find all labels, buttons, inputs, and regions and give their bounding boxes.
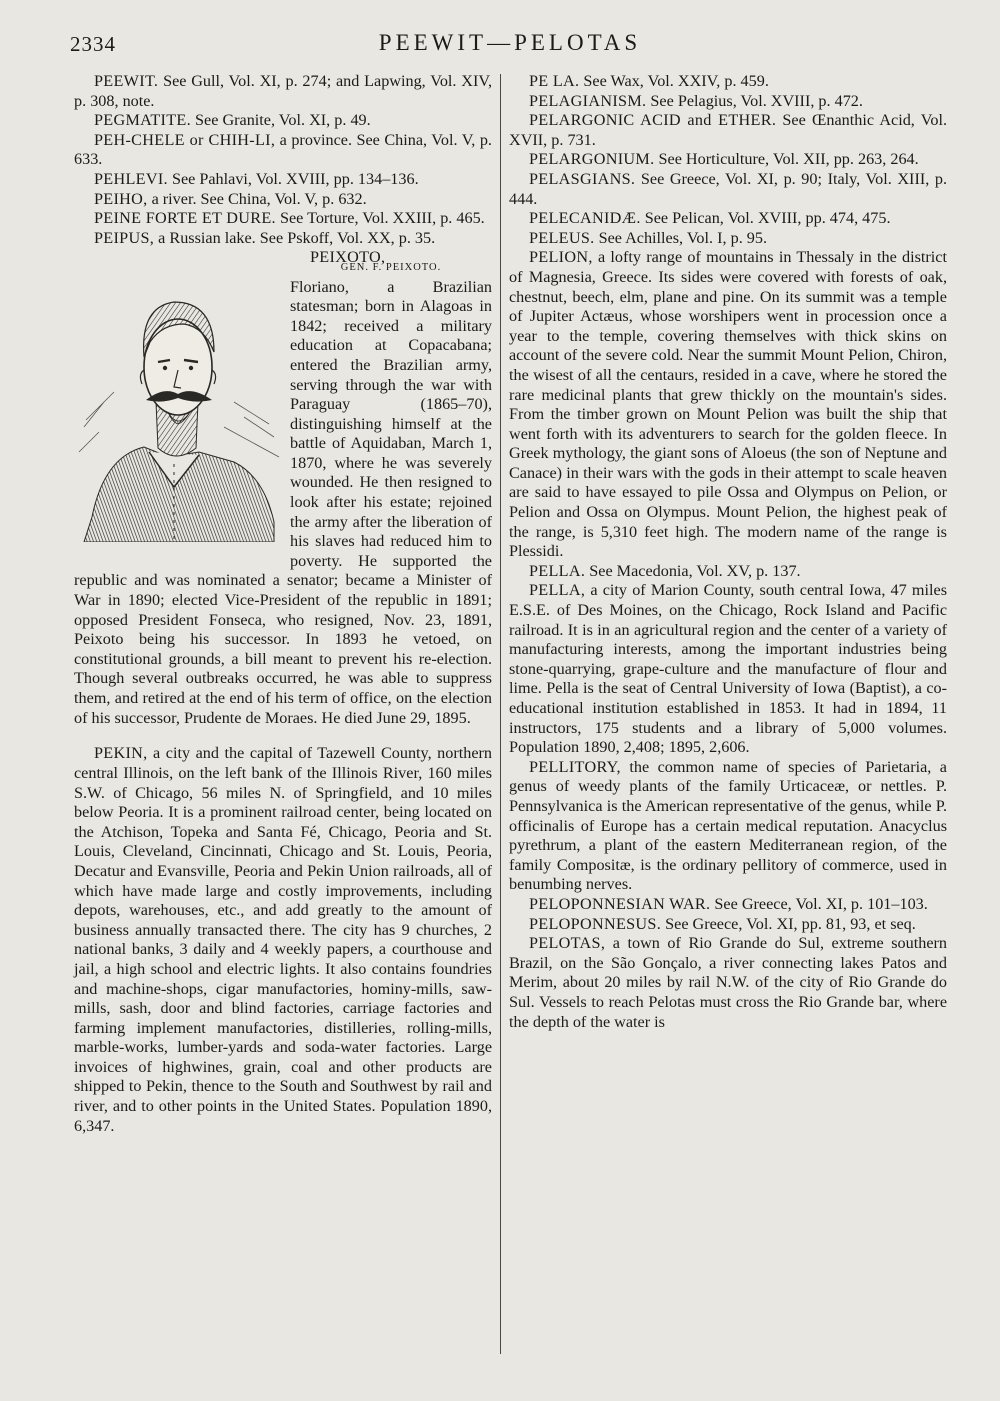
right-column bbox=[509, 72, 947, 1032]
entry-headword: PELARGONIC ACID and ETHER. bbox=[529, 111, 777, 130]
entry-text: a province. See China, Vol. V, p. 633. bbox=[74, 130, 492, 169]
entry-headword: PELECANIDÆ. bbox=[529, 209, 641, 228]
entry-text: a town of Rio Grande do Sul, extreme southern Brazil, on the São Gonçalo, a river connecting lakes Patos and Merim, about 20 miles by rail N.W. of the city of Rio Grande do Sul. Vessels to reach Pelotas must cross the Rio Grande bar, where the depth of the water is bbox=[509, 934, 947, 1031]
entry-text: a city and the capital of Tazewell County, northern central Illinois, on the left bank of the Illinois River, 160 miles S.W. of Chicago, 56 miles N. of Springfield, and 10 miles below Peoria. It is a prominent railroad center, being located on the Atchison, Topeka and Santa Fé, Chicago, Peoria and St. Louis, Cleveland, Cincinnati, Chicago and St. Louis, Peoria, Decatur and Evansville, Peoria and Pekin Union railroads, all of which have made large and costly improvements, including depots, warehouses, etc., and add greatly to the amount of business annually transacted there. The city has 9 churches, 2 national banks, 3 daily and 4 weekly papers, a courthouse and jail, a high school and electric lights. It also contains foundries and machine-shops, cigar manufactories, hominy-mills, saw-mills, sash, door and blind factories, carriage factories and farming implement manufactories, distilleries, rolling-mills, marble-works, lumber-yards and soda-water factories. Large invoices of highwines, grain, coal and other products are shipped to Pekin, thence to the South and Southwest by rail and river, and to other points in the United States. Population 1890, 6,347. bbox=[74, 744, 492, 1135]
left-column bbox=[74, 72, 492, 1136]
entry-peloponnesus bbox=[509, 915, 947, 935]
entry-pelotas bbox=[509, 934, 947, 1032]
entry-peloponnesian-war bbox=[509, 895, 947, 915]
entry-headword: PELOTAS, bbox=[529, 934, 606, 953]
entry-text: See Greece, Vol. XI, p. 101–103. bbox=[710, 894, 928, 913]
entry-headword: PELLA, bbox=[529, 581, 586, 600]
entry-headword: PEH-CHELE or CHIH-LI, bbox=[94, 130, 276, 149]
entry-pegmatite bbox=[74, 111, 492, 131]
entry-text: a lofty range of mountains in Thessaly in the district of Magnesia, Greece. Its sides were covered with forests of oak, chestnut, beech, elm, plane and pine. On its summit was a temple of Jupiter Actæus, whose worshipers went in procession once a year to the temple, covering themselves with thick skins on account of the severe cold. Near the summit Mount Pelion, Chiron, the wisest of all the centaurs, resided in a cave, where he stored the rare medicinal plants that grew thickly on the mountain's sides. From the timber grown on Mount Pelion was built the ship that went forth with its adventurers to search for the golden fleece. In Greek mythology, the giant sons of Aloeus (the son of Neptune and Canace) in their wars with the gods in their attempt to scale heaven are said to have essayed to pile Ossa and Olympus on Pelion, or Pelion and Ossa on Olympus. Mount Pelion, the highest peak of the range, is 5,310 feet high. The modern name of the range is Plessidi. bbox=[509, 248, 947, 561]
entry-headword: PELOPONNESUS. bbox=[529, 914, 662, 933]
portrait-caption: GEN. F. PEIXOTO. bbox=[340, 261, 442, 273]
entry-text: the common name of species of Parietaria, a genus of weedy plants of the family Urticaceæ, or nettles. P. Pennsylvanica is the American representative of the genus, while P. officinalis of Europe has a certain medical reputation. Anacyclus pyrethrum, a plant of the eastern Mediterranean region, of the family Compositæ, is the ordinary pellitory of commerce, used in benumbing nerves. bbox=[509, 757, 947, 894]
entry-peh-chele bbox=[74, 131, 492, 170]
entry-text: See Œnanthic Acid, Vol. XVII, p. 731. bbox=[509, 111, 947, 149]
entry-headword: PELEUS. bbox=[529, 228, 595, 247]
entry-pellitory bbox=[509, 758, 947, 895]
portrait-engraving bbox=[74, 252, 282, 542]
entry-pelargonic-acid bbox=[509, 111, 947, 150]
entry-pella-ref bbox=[509, 562, 947, 582]
entry-headword: PELLA. bbox=[529, 561, 586, 580]
entry-headword: PELOPONNESIAN WAR. bbox=[529, 894, 711, 913]
entry-headword: PEIHO, bbox=[94, 189, 148, 208]
entry-text: See Macedonia, Vol. XV, p. 137. bbox=[585, 561, 801, 580]
entry-pella-city bbox=[509, 581, 947, 757]
page-number: 2334 bbox=[70, 32, 116, 56]
entry-text: See Greece, Vol. XI, pp. 81, 93, et seq. bbox=[661, 914, 916, 933]
column-divider bbox=[500, 74, 501, 1354]
entry-text: See Horticulture, Vol. XII, pp. 263, 264. bbox=[654, 150, 919, 169]
running-head: PEEWIT—PELOTAS bbox=[378, 30, 642, 55]
entry-text: See Pahlavi, Vol. XVIII, pp. 134–136. bbox=[167, 169, 419, 188]
entry-pelecanidae bbox=[509, 209, 947, 229]
entry-headword: PELARGONIUM. bbox=[529, 150, 655, 169]
entry-text: See Greece, Vol. XI, p. 90; Italy, Vol. XIII, p. 444. bbox=[509, 169, 947, 208]
entry-text: See Pelagius, Vol. XVIII, p. 472. bbox=[646, 91, 863, 110]
entry-pelargonium bbox=[509, 150, 947, 170]
entry-pehlevi bbox=[74, 170, 492, 190]
entry-pelasgians bbox=[509, 170, 947, 209]
entry-text: See Torture, Vol. XXIII, p. 465. bbox=[275, 209, 485, 228]
entry-headword: PEIPUS, bbox=[94, 228, 155, 247]
entry-peipus bbox=[74, 229, 492, 249]
entry-headword: PE LA. bbox=[529, 72, 580, 90]
entry-headword: PELLITORY, bbox=[529, 757, 621, 776]
entry-headword: PEIXOTO, bbox=[310, 248, 386, 267]
entry-headword: PEHLEVI. bbox=[94, 169, 168, 188]
portrait-illustration bbox=[74, 252, 282, 557]
entry-text: a city of Marion County, south central Iowa, 47 miles E.S.E. of Des Moines, on the Chicago, Rock Island and Pacific railroad. It is in an agricultural region and the center of a variety of manufacturing interests, among the important industries being stone-quarrying, grape-culture and the manufacture of flour and lime. Pella is the seat of Central University of Iowa (Baptist), a co-educational institution established in 1853. It had in 1894, 11 instructors, 175 students and a library of 5,000 volumes. Population 1890, 2,408; 1895, 2,606. bbox=[509, 581, 947, 757]
entry-text: a river. See China, Vol. V, p. 632. bbox=[147, 189, 367, 208]
entry-peine-forte bbox=[74, 209, 492, 229]
entry-headword: PELION, bbox=[529, 248, 593, 267]
entry-text: a Russian lake. See Pskoff, Vol. XX, p. 35. bbox=[154, 228, 436, 247]
entry-headword: PEKIN, bbox=[94, 744, 148, 763]
entry-text: See Pelican, Vol. XVIII, pp. 474, 475. bbox=[640, 209, 891, 228]
entry-peleus bbox=[509, 229, 947, 249]
entry-headword: PEEWIT. bbox=[94, 72, 159, 90]
entry-text: Floriano, a Brazilian statesman; born in Alagoas in 1842; received a military education at Copacabana; entered the Brazilian army, serving through the war with Paraguay (1865–70), distinguishing himself at the battle of Aquidaban, March 1, 1870, where he was severely wounded. He then resigned to look after his estate; rejoined the army after the liberation of his slaves had reduced him to poverty. He supported the republic and was nominated a senator; became a Minister of War in 1890; elected Vice-President of the republic in 1891; opposed President Fonseca, who resigned, Nov. 23, 1891, Peixoto being his successor. In 1893 he vetoed, on constitutional grounds, a bill meant to prevent his re-election. Though several outbreaks occurred, he was able to suppress them, and retired at the end of his term of office, on the election of his successor, Prudente de Moraes. He died June 29, 1895. bbox=[74, 277, 492, 727]
entry-headword: PEGMATITE. bbox=[94, 111, 191, 130]
entry-headword: PELASGIANS. bbox=[529, 169, 636, 188]
entry-pelion bbox=[509, 248, 947, 562]
entry-headword: PELAGIANISM. bbox=[529, 91, 647, 110]
page-header bbox=[70, 30, 950, 60]
entry-pelagianism bbox=[509, 92, 947, 112]
entry-peiho bbox=[74, 190, 492, 210]
entry-text: See Granite, Vol. XI, p. 49. bbox=[190, 111, 371, 130]
entry-headword: PEINE FORTE ET DURE. bbox=[94, 209, 276, 228]
entry-peewit bbox=[74, 72, 492, 111]
entry-text: See Gull, Vol. XI, p. 274; and Lapwing, Vol. XIV, p. 308, note. bbox=[74, 72, 492, 110]
entry-pekin bbox=[74, 744, 492, 1136]
entry-text: See Wax, Vol. XXIV, p. 459. bbox=[579, 72, 769, 90]
entry-text: See Achilles, Vol. I, p. 95. bbox=[594, 228, 768, 247]
entry-pe-la bbox=[509, 72, 947, 92]
